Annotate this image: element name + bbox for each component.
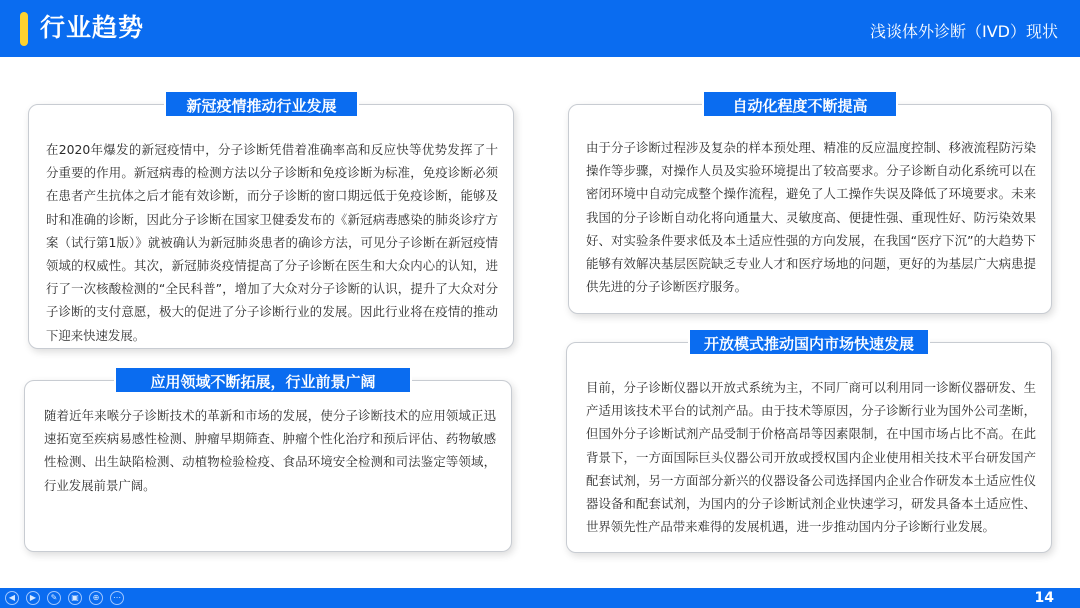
card-body-text: 目前，分子诊断仪器以开放式系统为主，不同厂商可以利用同一诊断仪器研发、生产适用该技术平台的试剂产品。由于技术等原因，分子诊断行业为国外公司垄断，但国外分子诊断试剂产品受制于价格高昂等因素限制，在中国市场占比不高。在此背景下，一方面国际巨头仪器公司开放或授权国内企业使用相关技术平台研发国产配套试剂，另一方面部分新兴的仪器设备公司选择国内企业合作研发本土适应性仪器设备和配套试剂，为国内的分子诊断试剂企业快速学习，研发具备本土适应性、世界领先性产品带来难得的发展机遇，进一步推动国内分子诊断行业发展。 xyxy=(586,380,1036,535)
page-number: 14 xyxy=(1034,590,1054,606)
card-automation xyxy=(568,104,1052,314)
pen-icon[interactable]: ✎ xyxy=(47,591,61,605)
card-body-text: 随着近年来喉分子诊断技术的革新和市场的发展，使分子诊断技术的应用领域正迅速拓宽至疾病易感性检测、肿瘤早期筛查、肿瘤个性化治疗和预后评估、药物敏感性检测、出生缺陷检测、动植物检验检疫、食品环境安全检测和司法鉴定等领域，行业发展前景广阔。 xyxy=(44,408,496,493)
card-body-text: 由于分子诊断过程涉及复杂的样本预处理、精准的反应温度控制、移液流程防污染操作等步骤，对操作人员及实验环境提出了较高要求。分子诊断自动化系统可以在密闭环境中自动完成整个操作流程，避免了人工操作失误及降低了环境要求。未来我国的分子诊断自动化将向通量大、灵敏度高、便捷性强、重现性好、防污染效果好、对实验条件要求低及本土适应性强的方向发展，在我国“医疗下沉”的大趋势下能够有效解决基层医院缺乏专业人才和医疗场地的问题，更好的为基层广大病患提供先进的分子诊断医疗服务。 xyxy=(586,140,1036,295)
slides-icon[interactable]: ▣ xyxy=(68,591,82,605)
more-icon[interactable]: ⋯ xyxy=(110,591,124,605)
page-title: 行业趋势 xyxy=(40,13,145,42)
footer-bar xyxy=(0,588,1080,608)
next-slide-icon[interactable]: ▶ xyxy=(26,591,40,605)
card-open-model xyxy=(566,342,1052,553)
card-title-open-model: 开放模式推动国内市场快速发展 xyxy=(688,328,930,356)
card-title-automation: 自动化程度不断提高 xyxy=(702,90,898,118)
card-title-covid-driven-growth: 新冠疫情推动行业发展 xyxy=(164,90,359,118)
title-accent-bar xyxy=(20,12,28,46)
zoom-icon[interactable]: ⊕ xyxy=(89,591,103,605)
card-title-application-expansion: 应用领域不断拓展，行业前景广阔 xyxy=(114,366,412,394)
page-subtitle: 浅谈体外诊断（IVD）现状 xyxy=(870,22,1058,41)
card-covid-driven-growth xyxy=(28,104,514,349)
header-bar xyxy=(0,0,1080,57)
card-body-text: 在2020年爆发的新冠疫情中，分子诊断凭借着准确率高和反应快等优势发挥了十分重要的作用。新冠病毒的检测方法以分子诊断和免疫诊断为标准，免疫诊断必须在患者产生抗体之后才能有效诊断，而分子诊断的窗口期远低于免疫诊断，能够及时和准确的诊断，因此分子诊断在国家卫健委发布的《新冠病毒感染的肺炎诊疗方案（试行第1版）》就被确认为新冠肺炎患者的确诊方法，可见分子诊断在新冠疫情领域的权威性。其次，新冠肺炎疫情提高了分子诊断在医生和大众内心的认知，进行了一次核酸检测的“全民科普”，增加了大众对分子诊断的认识，提升了大众对分子诊断的支付意愿，极大的促进了分子诊断行业的发展。因此行业将在疫情的推动下迎来快速发展。 xyxy=(46,142,498,343)
card-application-expansion xyxy=(24,380,512,552)
previous-slide-icon[interactable]: ◀ xyxy=(5,591,19,605)
